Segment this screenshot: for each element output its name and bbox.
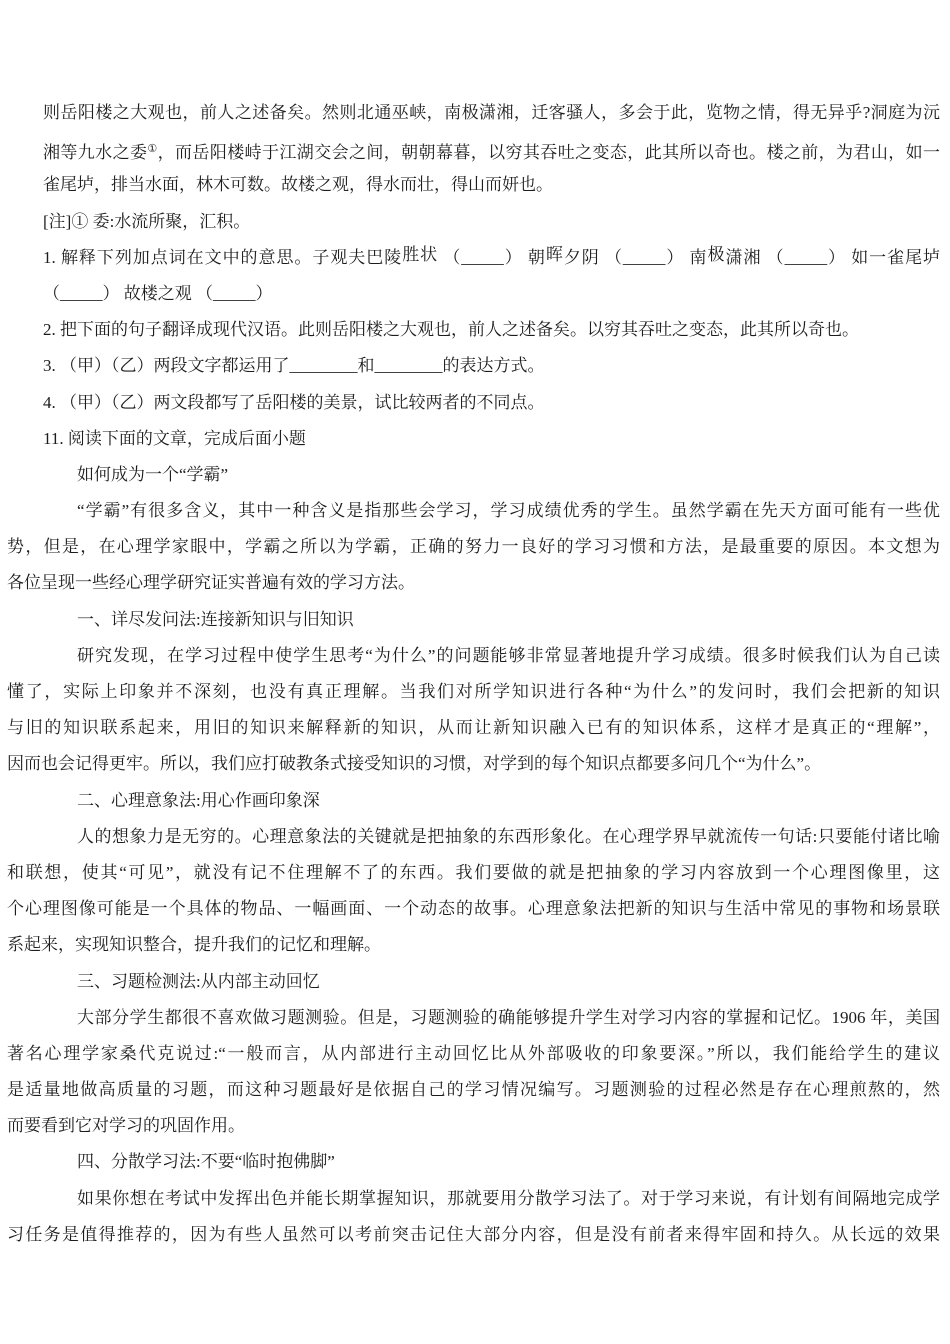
text-line: 与旧的知识联系起来，用旧的知识来解释新的知识，从而让新知识融入已有的知识体系，这样才是真正的“理解”， (7, 718, 940, 738)
text-line: 2. 把下面的句子翻译成现代汉语。此则岳阳楼之大观也，前人之述备矣。以穷其吞吐之变态，此其所以奇也。 (43, 320, 859, 340)
text-line: 如何成为一个“学霸” (77, 464, 229, 484)
emphasized-word: 胜状 (402, 244, 439, 264)
text-run: 潇湘 （_____） 如一雀尾垆 (725, 247, 941, 267)
text-line: 则岳阳楼之大观也，前人之述备矣。然则北通巫峡，南极潇湘，迁客骚人，多会于此，览物之情，得无异乎?洞庭为沅 (43, 103, 940, 122)
text-line: 懂了，实际上印象并不深刻，也没有真正理解。当我们对所学知识进行各种“为什么”的发问时，我们会把新的知识 (7, 682, 940, 701)
text-line: 各位呈现一些经心理学研究证实普遍有效的学习方法。 (7, 573, 415, 593)
text-line: 二、心理意象法:用心作画印象深 (77, 790, 320, 810)
text-line: 个心理图像可能是一个具体的物品、一幅画面、一个动态的故事。心理意象法把新的知识与生活中常见的事物和场景联 (7, 899, 940, 919)
text-run: ，而岳阳楼峙于江湖交会之间，朝朝幕暮，以穷其吞吐之变态，此其所以奇也。楼之前，为君山，如一 (157, 143, 941, 163)
text-line: 4. （甲）（乙）两文段都写了岳阳楼的美景，试比较两者的不同点。 (43, 392, 545, 412)
text-run: （_____） 朝 (438, 247, 546, 267)
text-line: 和联想，使其“可见”，就没有记不住理解不了的东西。我们要做的就是把抽象的学习内容放到一个心理图像里，这 (7, 862, 940, 882)
text-line: 3. （甲）（乙）两段文字都运用了________和________的表达方式。 (43, 356, 545, 376)
text-line: 一、详尽发问法:连接新知识与旧知识 (77, 609, 354, 629)
text-line: 雀尾垆，排当水面，林木可数。故楼之观，得水而壮，得山而妍也。 (43, 175, 553, 195)
text-line: [注]① 委:水流所聚，汇积。 (43, 211, 251, 231)
text-line: 11. 阅读下面的文章，完成后面小题 (43, 428, 306, 448)
text-line: 势，但是，在心理学家眼中，学霸之所以为学霸，正确的努力一良好的学习习惯和方法，是最重要的原因。本文想为 (7, 537, 940, 557)
text-line: 因而也会记得更牢。所以，我们应打破教条式接受知识的习惯，对学到的每个知识点都要多问几个“为什么”。 (7, 754, 822, 774)
emphasized-word: 晖 (545, 244, 564, 264)
footnote-marker: ① (147, 143, 158, 156)
text-line: 研究发现，在学习过程中使学生思考“为什么”的问题能够非常显著地提升学习成绩。很多时候我们认为自己读 (77, 645, 940, 665)
text-line (43, 240, 940, 276)
text-line: 四、分散学习法:不要“临时抱佛脚” (77, 1152, 335, 1172)
text-run: 1. 解释下列加点词在文中的意思。子观夫巴陵 (43, 247, 403, 267)
text-line: 三、习题检测法:从内部主动回忆 (77, 971, 320, 991)
text-line: 而要看到它对学习的巩固作用。 (7, 1116, 245, 1136)
text-line: “学霸”有很多含义，其中一种含义是指那些会学习，学习成绩优秀的学生。虽然学霸在先天方面可能有一些优 (77, 501, 940, 521)
text-line: 大部分学生都很不喜欢做习题测验。但是，习题测验的确能够提升学生对学习内容的掌握和记忆。1906 年，美国 (77, 1007, 940, 1027)
text-run: 夕阴 （_____） 南 (563, 247, 708, 267)
text-run: 湘等九水之委 (43, 143, 148, 163)
text-line: 著名心理学家桑代克说过:“一般而言，从内部进行主动回忆比从外部吸收的印象要深。”所以，我们能给学生的建议 (7, 1043, 940, 1063)
text-line: 习任务是值得推荐的，因为有些人虽然可以考前突击记住大部分内容，但是没有前者来得牢固和持久。从长远的效果 (7, 1224, 940, 1244)
text-line: 是适量地做高质量的习题，而这种习题最好是依据自己的学习情况编写。习题测验的过程必然是存在心理煎熬的，然 (7, 1080, 940, 1100)
text-line: （_____） 故楼之观 （_____） (43, 283, 273, 303)
emphasized-word: 极 (707, 244, 726, 264)
text-line (43, 131, 940, 167)
text-line: 如果你想在考试中发挥出色并能长期掌握知识，那就要用分散学习法了。对于学习来说，有计划有间隔地完成学 (77, 1188, 940, 1208)
text-line: 系起来，实现知识整合，提升我们的记忆和理解。 (7, 935, 381, 955)
text-line: 人的想象力是无穷的。心理意象法的关键就是把抽象的东西形象化。在心理学界早就流传一句话:只要能付诸比喻 (77, 826, 940, 846)
